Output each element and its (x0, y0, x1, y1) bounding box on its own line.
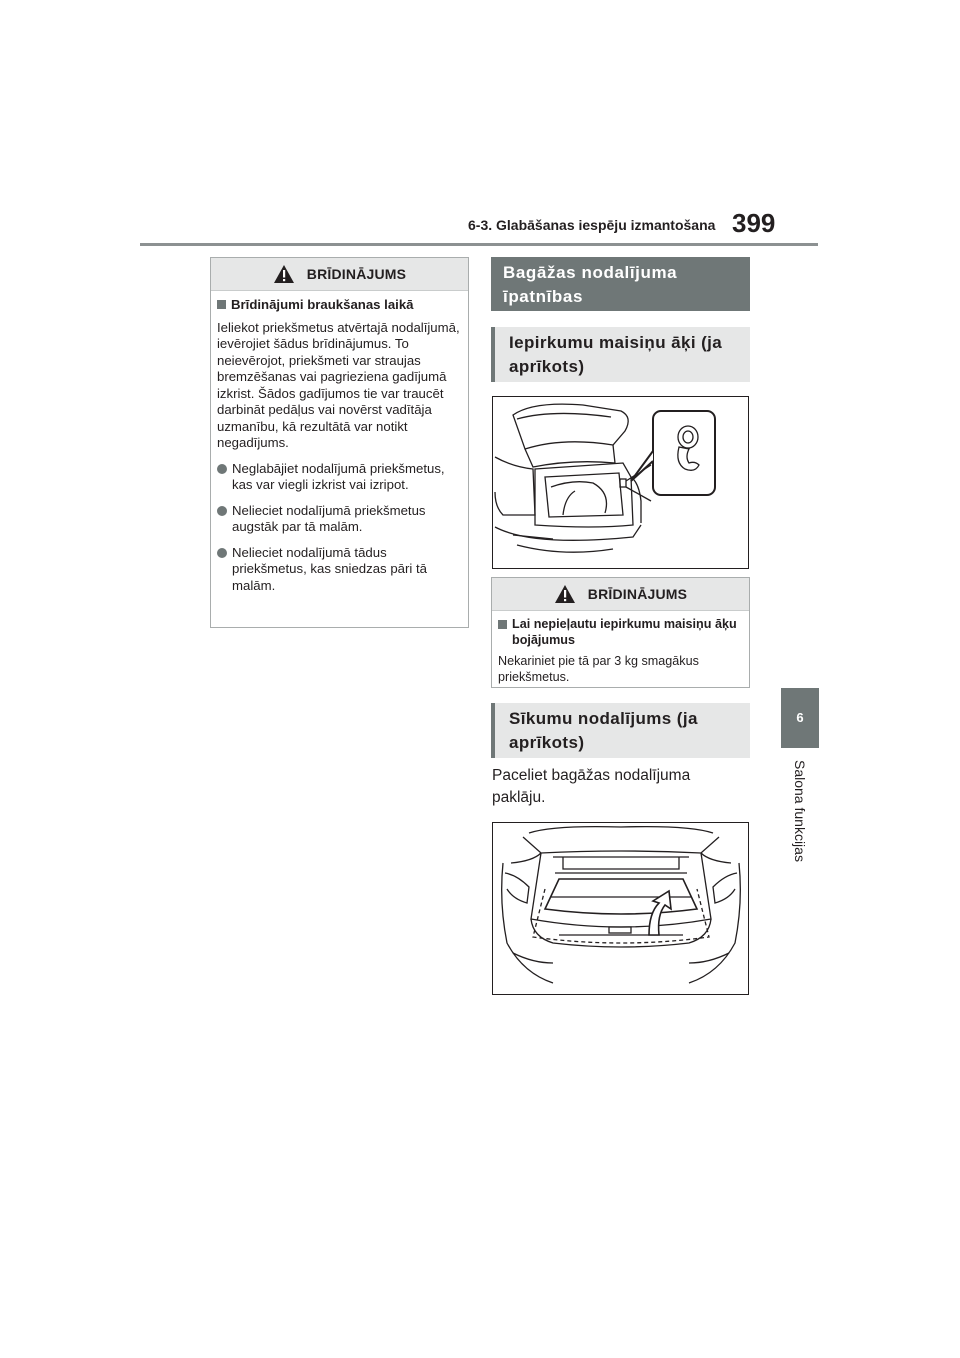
warning-body (211, 291, 468, 602)
round-bullet-icon (217, 548, 227, 558)
warning-bullet-text: Nelieciet nodalījumā priekšmetus augstāk par tā malām. (232, 502, 426, 534)
round-bullet-icon (217, 506, 227, 516)
warning-box-hooks (491, 577, 750, 688)
section-heading-luggage: Bagāžas nodalījuma īpatnības (491, 257, 750, 311)
warning-subheading-text: Brīdinājumi braukšanas laikā (231, 297, 414, 312)
warning-title: BRĪDINĀJUMS (306, 266, 407, 282)
warning-subheading (498, 617, 743, 648)
trunk-floor-illustration (492, 822, 749, 995)
warning-subheading (217, 297, 462, 314)
warning-bullet (217, 461, 462, 494)
square-bullet-icon (498, 620, 507, 629)
page-number: 399 (732, 208, 776, 238)
warning-bullet (217, 545, 462, 595)
square-bullet-icon (217, 300, 226, 309)
warning-subheading-text: Lai nepieļautu iepirkumu maisiņu āķu bojājumus (512, 617, 737, 647)
warning-header (211, 258, 468, 291)
warning-box-driving (210, 257, 469, 628)
trunk-hook-illustration (492, 396, 749, 569)
warning-bullet (217, 503, 462, 536)
warning-paragraph: Ieliekot priekšmetus atvērtajā nodalījumā, ievērojiet šādus brīdinājumus. To neievērojot, priekšmeti var straujas bremzēšanas vai pagrieziena gadījumā izkrist. Šādos gadījumos tie var traucēt darbināt pedāļus vai novērst vadītāja uzmanību, kā rezultātā var notikt negadījums. (217, 319, 460, 450)
warning-triangle-icon (554, 584, 576, 604)
warning-bullet-text: Nelieciet nodalījumā tādus priekšmetus, kas sniedzas pāri tā malām. (232, 544, 427, 593)
storage-instruction: Paceliet bagāžas nodalījuma paklāju. (492, 767, 691, 806)
section-heading-hooks: Iepirkumu maisiņu āķi (ja aprīkots) (491, 327, 750, 382)
trunk-hook-drawing (493, 397, 748, 568)
chapter-label (770, 760, 830, 870)
warning-title: BRĪDINĀJUMS (587, 586, 688, 602)
round-bullet-icon (217, 464, 227, 474)
section-heading-storage: Sīkumu nodalījums (ja aprīkots) (491, 703, 750, 758)
warning-bullet-text: Neglabājiet nodalījumā priekšmetus, kas var viegli izkrist vai izripot. (232, 460, 445, 492)
warning-header (492, 578, 749, 611)
warning-body (492, 611, 749, 693)
chapter-tab: 6 (781, 688, 819, 748)
warning-triangle-icon (273, 264, 295, 284)
header-divider (140, 243, 818, 246)
chapter-label-text: Salona funkcijas (792, 760, 808, 862)
trunk-floor-drawing (493, 823, 748, 994)
warning-paragraph: Nekariniet pie tā par 3 kg smagākus priekšmetus. (498, 654, 699, 684)
section-title: 6-3. Glabāšanas iespēju izmantošana (468, 217, 716, 233)
